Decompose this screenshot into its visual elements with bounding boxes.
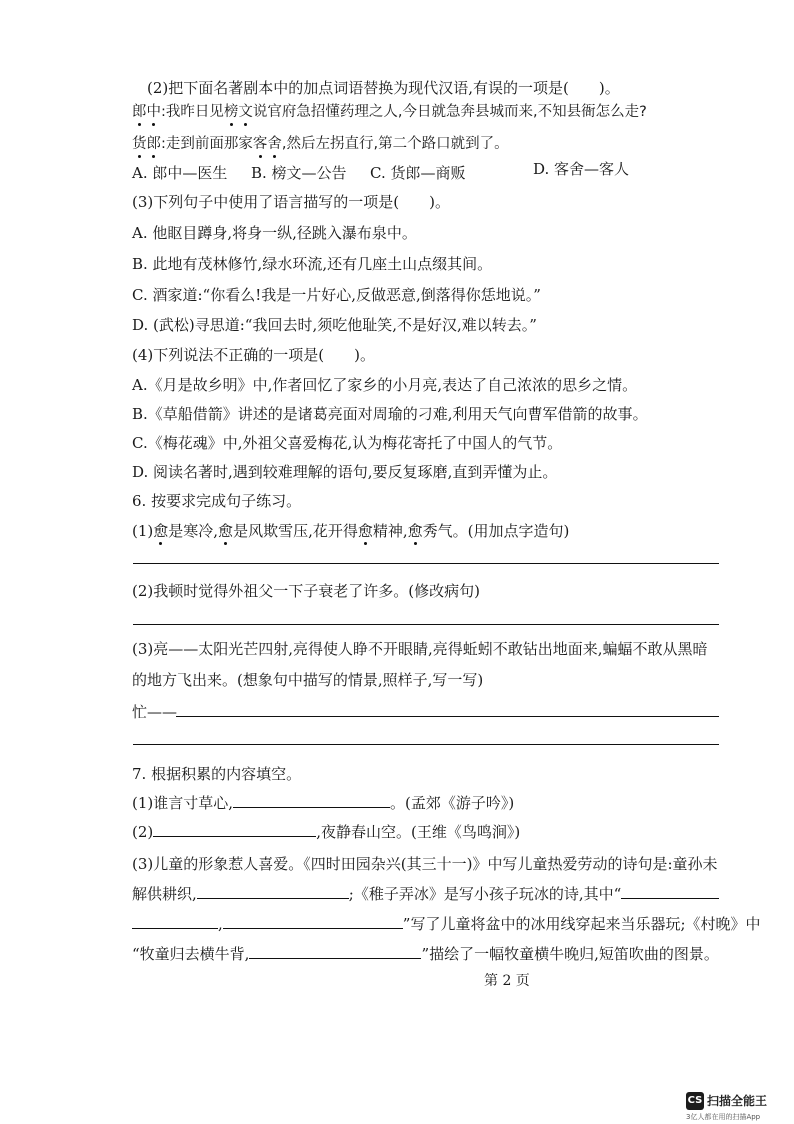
dotted-char: 舍 <box>267 136 282 152</box>
text-segment: (1)谁言寸草心, <box>132 794 234 812</box>
camscanner-logo-icon: CS <box>686 1092 704 1110</box>
fill-blank[interactable] <box>153 822 316 837</box>
q5-2-dialogue-line1 <box>132 102 647 122</box>
dotted-char: 愈 <box>357 522 373 540</box>
q5-4-option-a: A.《月是故乡明》中,作者回忆了家乡的小月亮,表达了自己浓浓的思乡之情。 <box>132 376 638 394</box>
answer-line-q6-3a[interactable] <box>176 716 719 717</box>
text-segment: ”描绘了一幅牧童横牛晚归,短笛吹曲的图景。 <box>421 945 719 963</box>
text-segment: 解供耕织, <box>132 885 197 903</box>
q7-3-line4 <box>132 944 719 964</box>
dotted-char: 货 <box>132 136 147 152</box>
q7-3-line1: (3)儿童的形象惹人喜爱。《四时田园杂兴(其三十一)》中写儿童热爱劳动的诗句是:童孙未 <box>132 855 718 873</box>
text-segment: (2) <box>132 823 154 841</box>
text-segment: 秀气。(用加点字造句) <box>422 522 570 540</box>
q5-4-option-b: B.《草船借箭》讲述的是诸葛亮面对周瑜的刁难,利用天气向曹军借箭的故事。 <box>132 405 648 423</box>
q5-3-option-d: D. (武松)寻思道:“我回去时,须吃他耻笑,不是好汉,难以转去。” <box>132 316 537 334</box>
text-segment: ”写了儿童将盆中的冰用线穿起来当乐器玩;《村晚》中 <box>402 915 761 933</box>
fill-blank[interactable] <box>197 884 349 899</box>
dotted-char: 郎 <box>132 104 147 120</box>
q6-3-example-label: 忙—— <box>132 703 178 721</box>
fill-blank[interactable] <box>249 944 421 959</box>
q7-1 <box>132 793 514 813</box>
q5-2-stem: (2)把下面名著剧本中的加点词语替换为现代汉语,有误的一项是( )。 <box>147 79 620 97</box>
text-segment: 是风欺雪压,花开得 <box>233 522 358 540</box>
option-d: D. 客舍—客人 <box>533 160 630 178</box>
q5-3-option-a: A. 他眍目蹲身,将身一纵,径跳入瀑布泉中。 <box>132 224 417 242</box>
dotted-char: 客 <box>252 136 268 152</box>
q6-3-prompt-line1: (3)亮——太阳光芒四射,亮得使人睁不开眼睛,亮得蚯蚓不敢钻出地面来,蝙蝠不敢从黑暗 <box>132 640 708 658</box>
option-b: B. 榜文—公告 <box>251 164 347 182</box>
text-segment: :走到前面那家 <box>161 136 253 152</box>
fill-blank[interactable] <box>621 884 719 899</box>
text-segment: 精神, <box>372 522 408 540</box>
text-segment: “牧童归去横牛背, <box>132 945 250 963</box>
q5-3-option-c: C. 酒家道:“你看么!我是一片好心,反做恶意,倒落得你恁地说。” <box>132 286 541 304</box>
text-segment: 说官府急招懂药理之人,今日就急奔县城而来,不知县衙怎么走? <box>252 104 647 120</box>
answer-line-q6-2[interactable] <box>133 624 719 625</box>
text-segment: :我昨日见 <box>161 104 224 120</box>
q5-4-option-c: C.《梅花魂》中,外祖父喜爱梅花,认为梅花寄托了中国人的气节。 <box>132 434 563 452</box>
text-segment: ,然后左拐直行,第二个路口就到了。 <box>281 136 509 152</box>
text-segment: 。(孟郊《游子吟》) <box>390 794 515 812</box>
page-number: 第 2 页 <box>484 973 530 989</box>
dotted-char: 文 <box>238 104 253 120</box>
text-segment: ;《稚子弄冰》是写小孩子玩冰的诗,其中“ <box>348 885 622 903</box>
q7-title: 7. 根据积累的内容填空。 <box>132 765 302 783</box>
q5-4-option-d: D. 阅读名著时,遇到较难理解的语句,要反复琢磨,直到弄懂为止。 <box>132 463 558 481</box>
fill-blank[interactable] <box>233 793 390 808</box>
answer-line-q6-3b[interactable] <box>133 744 719 745</box>
watermark-name: 扫描全能王 <box>707 1094 768 1108</box>
q6-title: 6. 按要求完成句子练习。 <box>132 492 302 510</box>
q7-2 <box>132 822 520 842</box>
q7-3-line3 <box>132 914 761 934</box>
answer-line-q6-1[interactable] <box>133 563 719 564</box>
fill-blank[interactable] <box>223 914 403 929</box>
dotted-char: 中 <box>146 104 161 120</box>
option-c: C. 货郎—商贩 <box>370 164 466 182</box>
fill-blank[interactable] <box>132 914 218 929</box>
text-segment: , <box>218 915 223 933</box>
text-segment: ,夜静春山空。(王维《鸟鸣涧》) <box>316 823 521 841</box>
dotted-char: 愈 <box>407 522 423 540</box>
dotted-char: 郎 <box>146 136 161 152</box>
q6-1-prompt <box>132 521 569 541</box>
q5-3-option-b: B. 此地有茂林修竹,绿水环流,还有几座土山点缀其间。 <box>132 255 493 273</box>
q6-2-prompt: (2)我顿时觉得外祖父一下子衰老了许多。(修改病句) <box>132 582 480 600</box>
dotted-char: 愈 <box>218 522 234 540</box>
q5-3-stem: (3)下列句子中使用了语言描写的一项是( )。 <box>132 193 450 211</box>
q5-4-stem: (4)下列说法不正确的一项是( )。 <box>132 346 375 364</box>
dotted-char: 榜 <box>223 104 239 120</box>
q6-3-prompt-line2: 的地方飞出来。(想象句中描写的情景,照样子,写一写) <box>132 671 484 689</box>
text-segment: 是寒冷, <box>168 522 219 540</box>
dotted-char: 愈 <box>153 522 169 540</box>
q7-3-line2 <box>132 884 719 904</box>
watermark-tagline: 3亿人都在用的扫描App <box>686 1113 761 1121</box>
option-a: A. 郎中—医生 <box>132 164 228 182</box>
text-segment: (1) <box>132 522 154 540</box>
q5-2-dialogue-line2 <box>132 134 509 154</box>
